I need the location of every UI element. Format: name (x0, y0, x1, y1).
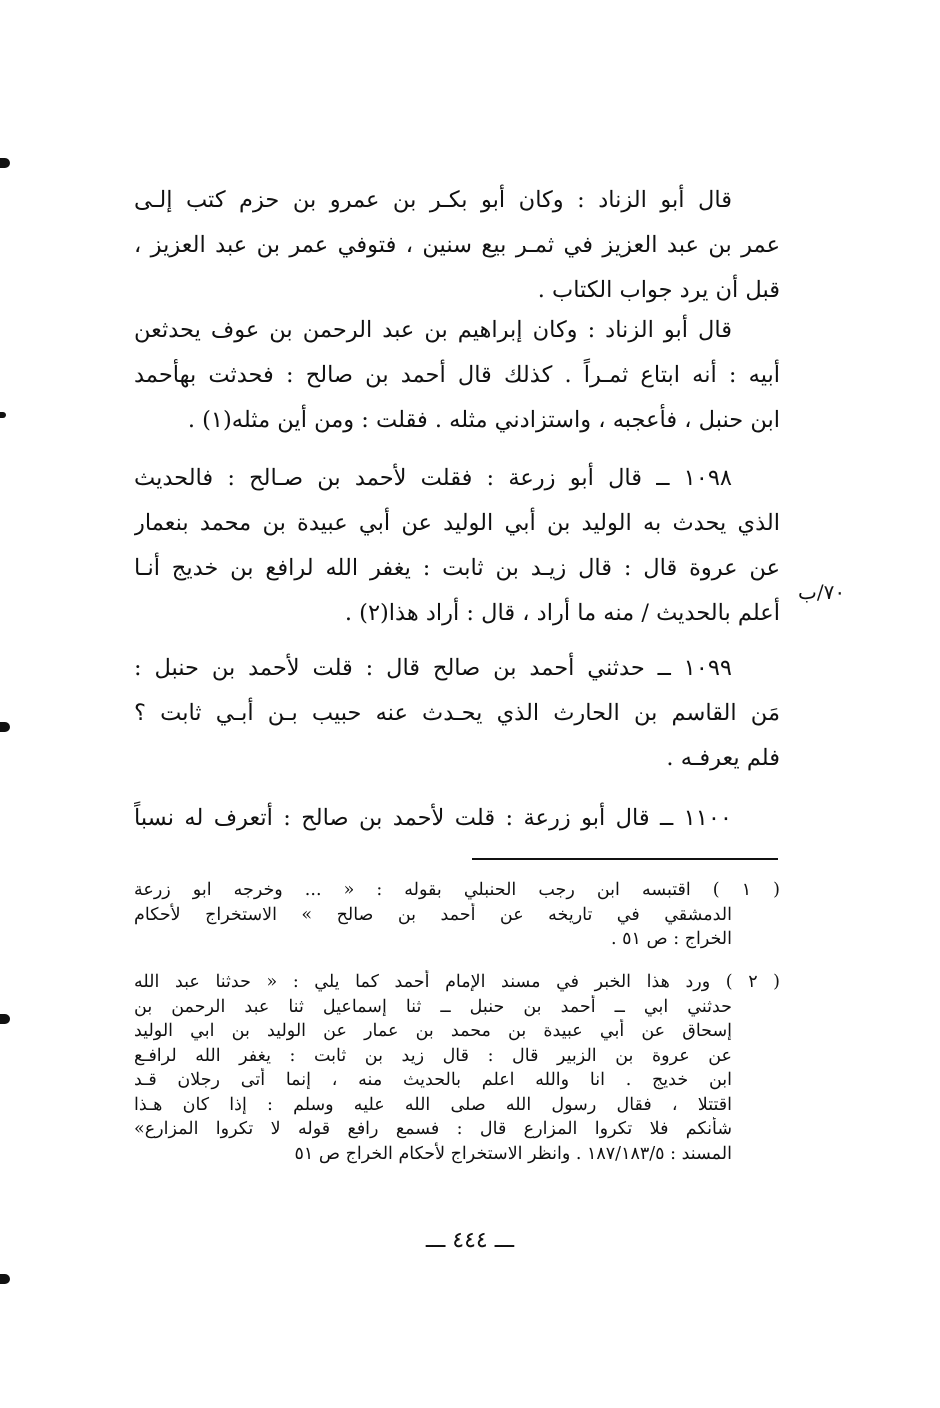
page-number: ـــ ٤٤٤ ـــ (425, 1228, 515, 1253)
text-line: ابن حنبل ، فأعجبه ، واستزادني مثله . فقلت : ومن أين مثله(١) . (187, 407, 780, 433)
text-line: أعلم بالحديث / منه ما أراد ، قال : أراد هذا(٢) . (344, 600, 780, 626)
footnote-line: ابن خديج . انا والله اعلم بالحديث منه ، إنما أتى رجلان قـد (134, 1070, 732, 1090)
footnote-line: المسند : ١٨٧/١٨٣/٥ . وانظر الاستخراج لأحكام الخراج ص ٥١ (294, 1143, 732, 1164)
text-line: عن عروة قال : قال زيـد بن ثابت : يغفر الله لرافع بن خديج أنـا (134, 555, 780, 581)
footnote-line: حدثني ابي ــ أحمد بن حنبل ــ ثنا إسماعيل ثنا عبد الرحمن بن (134, 996, 732, 1017)
hadith-1098 (134, 456, 780, 636)
footnote-separator (472, 858, 778, 860)
text-line: أبيه : أنه ابتاع ثمـراً . كذلك قال أحمد بن صالح : فحدثت بهأحمد (134, 362, 780, 388)
text-line: ١٠٩٨ ــ قال أبو زرعة : فقلت لأحمد بن صـالح : فالحديث (134, 465, 732, 491)
footnote-line: عن عروة بن الزبير قال : قال زيد بن ثابت : يغفر الله لرافـع (134, 1045, 732, 1066)
paragraph (134, 308, 780, 443)
footnote-line: الدمشقي في تاريخه عن أحمد بن صالح » الاستخراج لأحكام (134, 904, 732, 925)
text-line: الذي يحدث به الوليد بن أبي الوليد عن أبي عبيدة بن محمد بنعمار (134, 510, 780, 536)
text-line: قال أبو الزناد : وكان أبو بكـر بن عمرو بن حزم كتب إلـى (134, 187, 732, 213)
footnote-2 (134, 970, 780, 1166)
binding-mark (0, 158, 10, 168)
paragraph (134, 178, 780, 313)
binding-mark (0, 722, 10, 732)
text-line: قال أبو الزناد : وكان إبراهيم بن عبد الرحمن بن عوف يحدثعن (134, 317, 732, 343)
footnote-line: ( ٢ ) ورد هذا الخبر في مسند الإمام أحمد كما يلي : « حدثنا عبد الله (134, 972, 780, 992)
text-line: قبل أن يرد جواب الكتاب . (537, 277, 780, 303)
binding-mark (0, 412, 6, 418)
footnote-1 (134, 878, 780, 952)
footnote-line: شأنكم فلا تكروا المزارع قال : فسمع رافع قوله لا تكروا المزارع» (134, 1119, 732, 1139)
text-line: ١٠٩٩ ــ حدثني أحمد بن صالح قال : قلت لأحمد بن حنبل : (134, 655, 732, 681)
hadith-1100 (134, 796, 780, 841)
binding-mark (0, 1274, 10, 1284)
folio-marker: ٧٠/ب (798, 580, 846, 604)
hadith-1099 (134, 646, 780, 781)
footnote-line: إسحاق عن أبي عبيدة بن محمد بن عمار عن الوليد بن ابي الوليد (134, 1021, 732, 1041)
text-line: فلم يعرفـه . (666, 745, 780, 771)
footnote-line: اقتتلا ، فقال رسول الله صلى الله عليه وسلم : إذا كان هـذا (134, 1094, 732, 1115)
text-line: عمر بن عبد العزيز في ثمـر بيع سنين ، فتوفي عمر بن عبد العزيز ، (134, 232, 780, 258)
footnote-line: ( ١ ) اقتبسه ابن رجب الحنبلي بقوله : « ... وخرجه ابو زرعة (134, 880, 780, 900)
footnote-line: الخراج : ص ٥١ . (611, 929, 732, 949)
text-line: مَن القاسم بن الحارث الذي يحـدث عنه حبيب بـن أبـي ثابت ؟ (134, 700, 780, 726)
binding-mark (0, 1014, 10, 1024)
text-line: ١١٠٠ ــ قال أبو زرعة : قلت لأحمد بن صالح : أتعرف له نسباً (134, 805, 732, 831)
